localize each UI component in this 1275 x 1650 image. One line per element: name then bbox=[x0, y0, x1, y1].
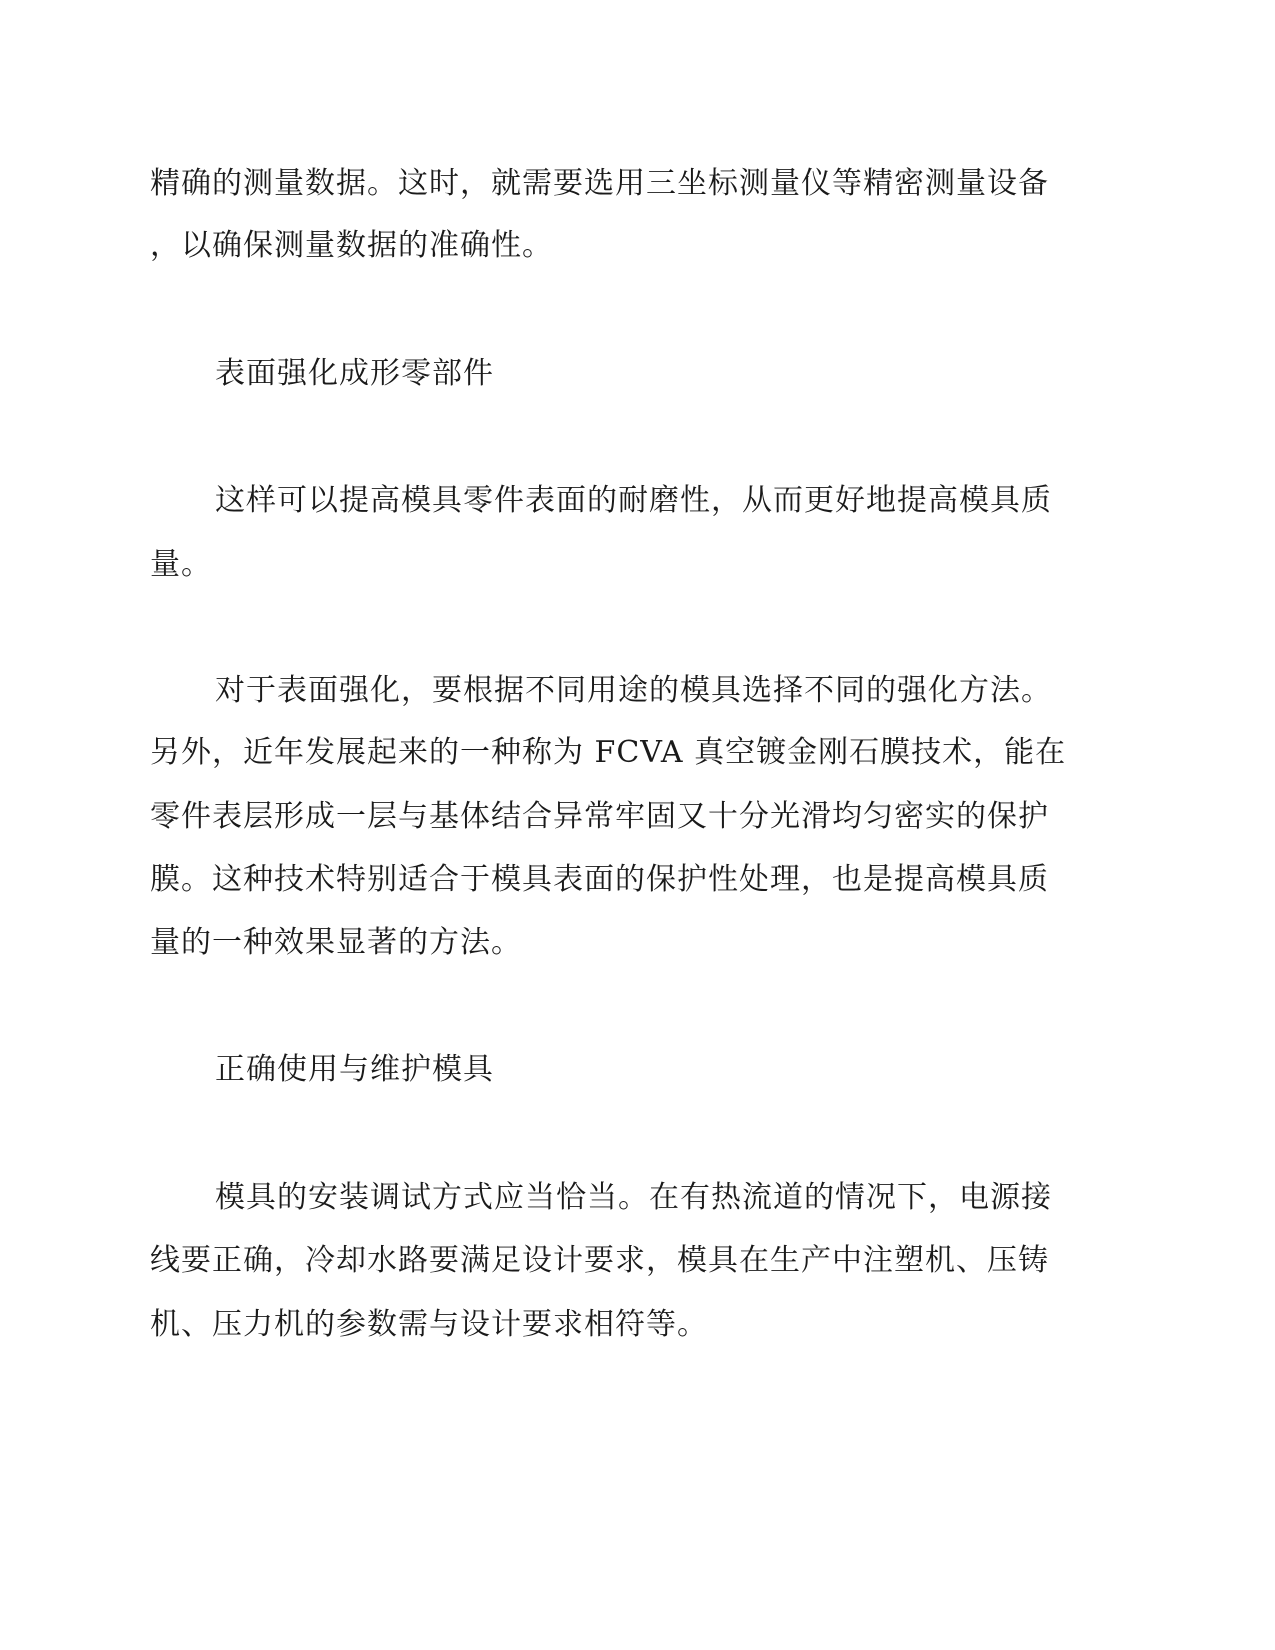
paragraph-2-line-2: 量。 bbox=[150, 547, 212, 582]
paragraph-3-line-5: 量的一种效果显著的方法。 bbox=[150, 925, 522, 960]
paragraph-3-line-1: 对于表面强化，要根据不同用途的模具选择不同的强化方法。 bbox=[215, 673, 1052, 708]
paragraph-4-line-2: 线要正确，冷却水路要满足设计要求，模具在生产中注塑机、压铸 bbox=[150, 1243, 1049, 1278]
paragraph-2-line-1: 这样可以提高模具零件表面的耐磨性，从而更好地提高模具质 bbox=[215, 483, 1052, 518]
paragraph-3-line-3: 零件表层形成一层与基体结合异常牢固又十分光滑均匀密实的保护 bbox=[150, 799, 1049, 834]
paragraph-4-line-1: 模具的安装调试方式应当恰当。在有热流道的情况下，电源接 bbox=[215, 1180, 1052, 1215]
paragraph-3-line-4: 膜。这种技术特别适合于模具表面的保护性处理，也是提高模具质 bbox=[150, 862, 1049, 897]
paragraph-1-line-1: 精确的测量数据。这时，就需要选用三坐标测量仪等精密测量设备 bbox=[150, 166, 1049, 201]
section-heading-mold-maintenance: 正确使用与维护模具 bbox=[215, 1052, 494, 1087]
paragraph-3-line-2: 另外，近年发展起来的一种称为 FCVA 真空镀金刚石膜技术，能在 bbox=[150, 735, 1067, 770]
section-heading-surface-strengthening: 表面强化成形零部件 bbox=[215, 356, 494, 391]
paragraph-1-line-2: ，以确保测量数据的准确性。 bbox=[150, 228, 553, 263]
paragraph-4-line-3: 机、压力机的参数需与设计要求相符等。 bbox=[150, 1307, 708, 1342]
